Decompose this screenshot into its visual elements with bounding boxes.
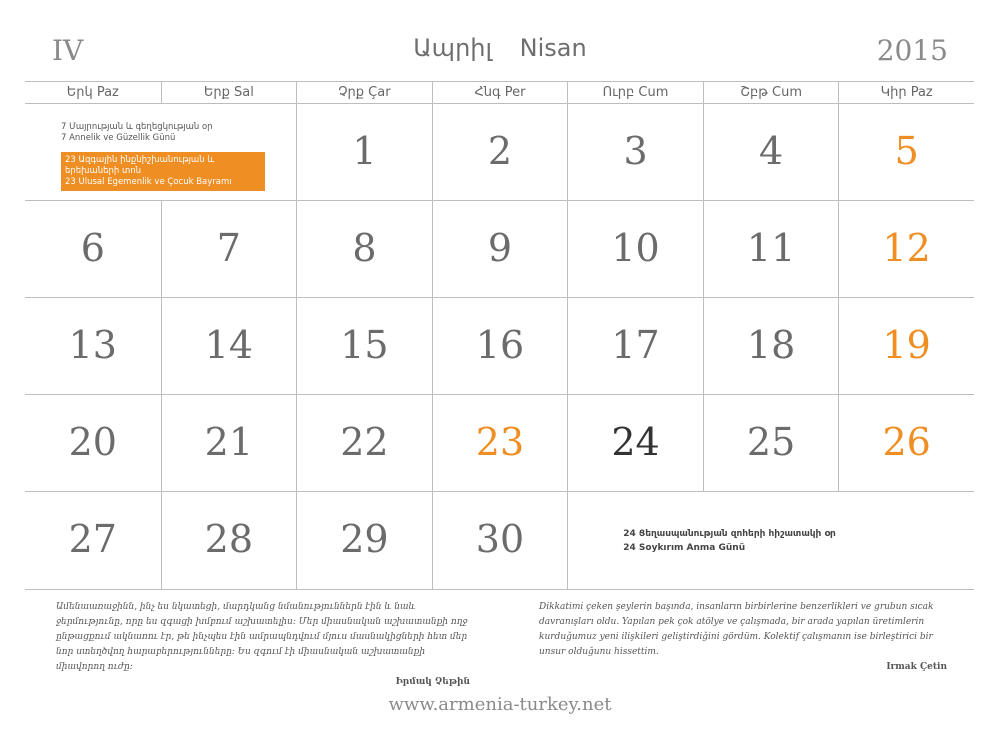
- day-cell[interactable]: [567, 104, 703, 201]
- month-name-armenian: Ապրիլ: [413, 34, 492, 62]
- day-cell[interactable]: [296, 395, 432, 492]
- day-cell[interactable]: [838, 201, 974, 298]
- weekday-header-row: [25, 82, 974, 104]
- day-cell[interactable]: [567, 201, 703, 298]
- day-number: 8: [352, 226, 377, 270]
- day-cell[interactable]: [838, 298, 974, 395]
- note-mothers-day-turkish: 7 Annelik ve Güzellik Günü: [61, 133, 176, 143]
- week-row-5: [25, 492, 974, 589]
- day-number: 11: [746, 226, 796, 270]
- day-cell[interactable]: [25, 492, 161, 589]
- day-cell[interactable]: [703, 298, 839, 395]
- day-cell[interactable]: [25, 395, 161, 492]
- day-number: 22: [340, 420, 389, 464]
- quote-armenian-text: Ամենաառաջինն, ինչ ես նկատեցի, մարդկանց նմանություններն էին և նաև ջերմությունը, որը ես զգացի խմբում աշխատելիս: Մեր միասնական աշխատանքի ողջ ընթացքում ակնառու էր, թե ինչպես էին ամրապնդվում մյուս մասնակիցների հետ մեր նոր ստեղծվող հարաբերությունները: Ես զգում էի միասնական աշխատանքի միավորող ուժը:: [56, 602, 468, 672]
- day-cell[interactable]: [296, 492, 432, 589]
- memorial-notes-cell: [567, 492, 974, 589]
- day-number-sunday: 5: [894, 129, 919, 173]
- day-number: 17: [611, 323, 660, 367]
- note-mothers-day-armenian: 7 Մայրության և գեղեցկության օր: [61, 122, 213, 132]
- day-cell[interactable]: [25, 298, 161, 395]
- day-number: 6: [80, 226, 105, 270]
- memorial-notes: [623, 527, 836, 555]
- weekday-mon: Երկ Paz: [25, 82, 161, 104]
- day-cell[interactable]: [432, 201, 568, 298]
- day-cell[interactable]: [567, 395, 703, 492]
- weekday-thu: Հնգ Per: [432, 82, 568, 104]
- calendar-grid: [25, 81, 974, 590]
- year: 2015: [876, 34, 948, 67]
- day-number: 4: [759, 129, 784, 173]
- day-number: 30: [475, 517, 525, 561]
- day-number: 9: [487, 226, 513, 270]
- day-number-sunday: 19: [882, 323, 931, 367]
- day-number-memorial: 24: [611, 420, 660, 464]
- day-cell[interactable]: [703, 201, 839, 298]
- quote-armenian-author: Իրմակ Չեթին: [395, 677, 470, 687]
- day-cell[interactable]: [296, 104, 432, 201]
- day-number: 13: [68, 323, 117, 367]
- day-number: 7: [216, 226, 241, 270]
- notes-cell: [25, 104, 296, 201]
- day-cell[interactable]: [161, 201, 297, 298]
- weekday-wed: Չրք Çar: [296, 82, 432, 104]
- day-number: 16: [475, 323, 525, 367]
- week-row-2: [25, 201, 974, 298]
- month-title: [0, 34, 1000, 62]
- day-number: 3: [623, 129, 648, 173]
- day-cell[interactable]: [838, 395, 974, 492]
- day-cell[interactable]: [567, 298, 703, 395]
- day-number: 21: [204, 420, 254, 464]
- month-roman-numeral: IV: [52, 34, 84, 67]
- quote-turkish: [539, 600, 947, 675]
- weekday-fri: Ուրբ Cum: [567, 82, 703, 104]
- day-number: 28: [204, 517, 254, 561]
- day-cell[interactable]: [296, 201, 432, 298]
- day-cell[interactable]: [838, 104, 974, 201]
- day-number-sunday: 12: [882, 226, 931, 270]
- day-number: 27: [68, 517, 117, 561]
- day-number: 10: [611, 226, 660, 270]
- note-sovereignty-armenian: 23 Ազգային ինքնիշխանության և երեխաների տոն: [65, 155, 215, 176]
- week-row-1: [25, 104, 974, 201]
- day-number: 2: [487, 129, 513, 173]
- day-cell[interactable]: [161, 298, 297, 395]
- week-row-3: [25, 298, 974, 395]
- quote-armenian: [56, 600, 470, 690]
- day-cell[interactable]: [703, 395, 839, 492]
- weekday-sun: Կիր Paz: [838, 82, 974, 104]
- highlight-note-box: [61, 152, 265, 191]
- day-cell[interactable]: [432, 298, 568, 395]
- day-cell[interactable]: [161, 395, 297, 492]
- weekday-sat: Շբթ Cum: [703, 82, 839, 104]
- holiday-notes: [61, 122, 301, 191]
- quote-turkish-author: Irmak Çetin: [886, 662, 947, 672]
- day-cell[interactable]: [25, 201, 161, 298]
- day-number: 1: [352, 129, 377, 173]
- weekday-tue: Երք Sal: [161, 82, 297, 104]
- week-row-4: [25, 395, 974, 492]
- day-number-holiday: 23: [475, 420, 525, 464]
- day-cell[interactable]: [432, 395, 568, 492]
- day-cell[interactable]: [296, 298, 432, 395]
- day-number: 15: [340, 323, 389, 367]
- day-cell[interactable]: [432, 492, 568, 589]
- day-number: 20: [68, 420, 117, 464]
- day-cell[interactable]: [161, 492, 297, 589]
- day-number-sunday: 26: [882, 420, 931, 464]
- website-url[interactable]: www.armenia-turkey.net: [388, 694, 612, 715]
- note-sovereignty-turkish: 23 Ulusal Egemenlik ve Çocuk Bayramı: [65, 177, 232, 187]
- day-number: 18: [746, 323, 796, 367]
- month-name-turkish: Nisan: [519, 34, 587, 62]
- note-memorial-armenian: 24 Ցեղասպանության զոհերի հիշատակի օր: [623, 529, 836, 539]
- day-number: 14: [204, 323, 254, 367]
- day-number: 29: [340, 517, 389, 561]
- day-cell[interactable]: [432, 104, 568, 201]
- note-memorial-turkish: 24 Soykırım Anma Günü: [623, 543, 746, 553]
- quote-turkish-text: Dikkatimi çeken şeylerin başında, insanların birbirlerine benzerlikleri ve grubun sıcak davranışları oldu. Yapılan pek çok atölye ve çalışmada, bir arada yapılan üretimlerin kurduğumuz yeni ilişkileri geliştirdiğini gördüm. Kolektif çalışmanın ise birleştirici bir unsur olduğunu hissettim.: [539, 602, 934, 657]
- day-cell[interactable]: [703, 104, 839, 201]
- day-number: 25: [746, 420, 796, 464]
